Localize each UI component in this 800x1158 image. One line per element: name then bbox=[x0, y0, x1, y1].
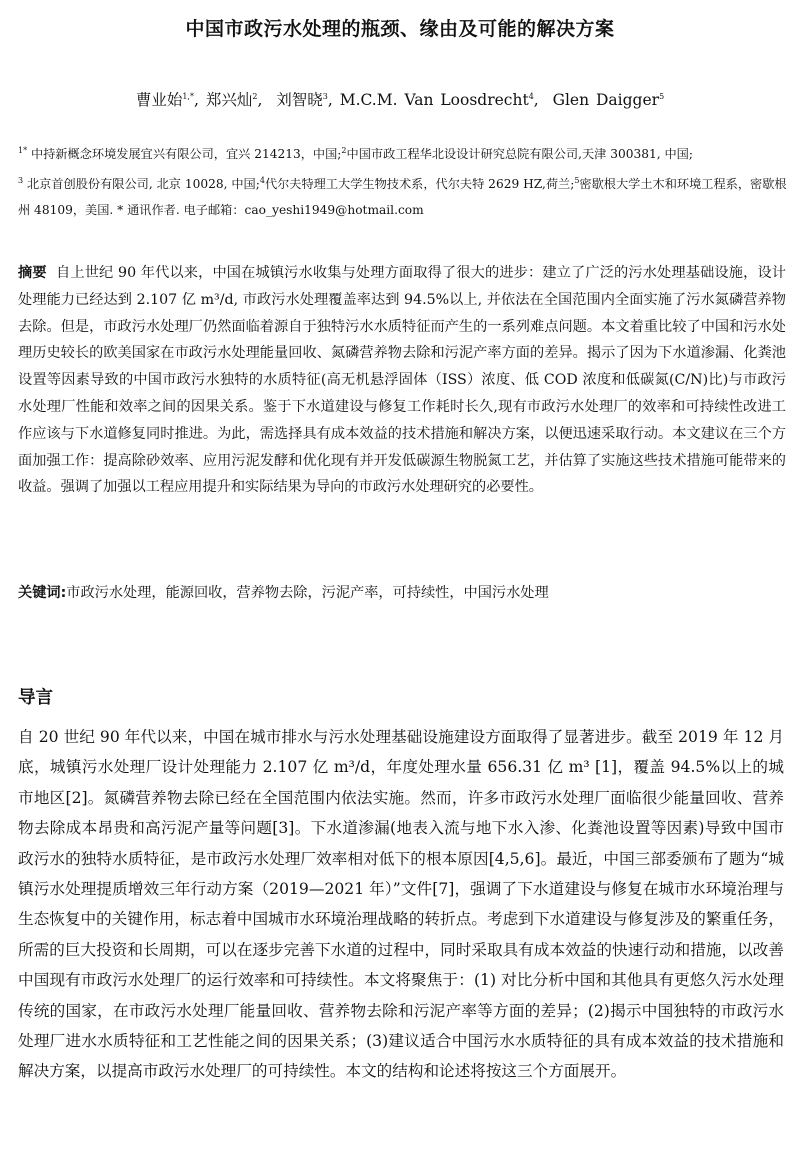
abstract-text: 自上世纪 90 年代以来，中国在城镇污水收集与处理方面取得了很大的进步：建立了广泛的污水处理基础设施，设计处理能力已经达到 2.107 亿 m³/d, 市政污水处理覆盖率达到 94.5%以上, 并依法在全国范围内全面实施了污水氮磷营养物去除。但是，市政污水处理厂仍然面临着源自于独特污水水质特征而产生的一系列难点问题。本文着重比较了中国和污水处理历史较长的欧美国家在市政污水处理能量回收、氮磷营养物去除和污泥产率方面的差异。揭示了因为下水道渗漏、化粪池设置等因素导致的中国市政污水独特的水质特征(高无机悬浮固体（ISS）浓度、低 COD 浓度和低碳氮(C/N)比)与市政污水处理厂性能和效率之间的因果关系。鉴于下水道建设与修复工作耗时长久,现有市政污水处理厂的效率和可持续性改进工作应该与下水道修复同时推进。为此，需选择具有成本效益的技术措施和解决方案，以便迅速采取行动。本文建议在三个方面加强工作：提高除砂效率、应用污泥发酵和优化现有并开发低碳源生物脱氮工艺，并估算了实施这些技术措施可能带来的收益。强调了加强以工程应用提升和实际结果为导向的市政污水处理研究的必要性。 bbox=[18, 265, 786, 496]
keywords-label: 关键词: bbox=[18, 585, 67, 601]
abstract bbox=[18, 260, 786, 501]
affiliation-text: 北京首创股份有限公司, 北京 10028, 中国; bbox=[26, 177, 260, 191]
author-mark: 2 bbox=[252, 91, 258, 101]
author-name: Glen Daigger bbox=[552, 91, 660, 109]
paper-title: 中国市政污水处理的瓶颈、缘由及可能的解决方案 bbox=[185, 18, 615, 40]
affiliation-mark: 4 bbox=[259, 175, 265, 185]
affiliation-text: 中持新概念环境发展宜兴有限公司，宜兴 214213，中国; bbox=[30, 147, 342, 161]
author-list: 曹业始$^{1,*}$, 郑兴灿$^2$, 刘智晓$^3$, M.C.M. Van Loosdrecht$^4$, Glen Daigger$^5$ bbox=[135, 91, 665, 109]
keywords bbox=[18, 580, 786, 606]
affiliation-text: 代尔夫特理工大学生物技术系，代尔夫特 2629 HZ,荷兰; bbox=[264, 177, 575, 191]
author-name: 郑兴灿 bbox=[205, 91, 253, 109]
affiliation-mark: 2 bbox=[341, 145, 347, 155]
affiliation-mark: 1* bbox=[18, 145, 28, 155]
affiliation-line bbox=[18, 171, 788, 223]
affiliation-mark: 3 bbox=[18, 175, 24, 185]
keywords-text: 市政污水处理，能源回收，营养物去除，污泥产率，可持续性，中国污水处理 bbox=[66, 585, 549, 601]
section-heading: 导言 bbox=[18, 688, 53, 708]
author-name: M.C.M. Van Loosdrecht bbox=[339, 91, 529, 109]
affiliation-text: 中国市政工程华北设设计研究总院有限公司,天津 300381, 中国; bbox=[346, 147, 693, 161]
affiliation-text: 密歇根大学土木和环境工程系，密歇根州 48109，美国. * 通讯作者. 电子邮箱：cao_yeshi1949@hotmail.com bbox=[18, 177, 787, 217]
author-mark: 1,* bbox=[182, 91, 194, 101]
author-name: 刘智晓 bbox=[276, 91, 323, 109]
author-mark: 4 bbox=[528, 91, 534, 101]
introduction-paragraph: 自 20 世纪 90 年代以来，中国在城市排水与污水处理基础设施建设方面取得了显著进步。截至 2019 年 12 月底，城镇污水处理厂设计处理能力 2.107 亿 m³/d，年度处理水量 656.31 亿 m³ [1]，覆盖 94.5%以上的城市地区[2]。氮磷营养物去除已经在全国范围内依法实施。然而，许多市政污水处理厂面临很少能量回收、营养物去除成本昂贵和高污泥产量等问题[3]。下水道渗漏(地表入流与地下水入渗、化粪池设置等因素)导致中国市政污水的独特水质特征，是市政污水处理厂效率相对低下的根本原因[4,5,6]。最近，中国三部委颁布了题为“城镇污水处理提质增效三年行动方案（2019—2021 年）”文件[7]，强调了下水道建设与修复在城市水环境治理与生态恢复中的关键作用，标志着中国城市水环境治理战略的转折点。考虑到下水道建设与修复涉及的繁重任务，所需的巨大投资和长周期，可以在逐步完善下水道的过程中，同时采取具有成本效益的快速行动和措施，以改善中国现有市政污水处理厂的运行效率和可持续性。本文将聚焦于：(1) 对比分析中国和其他具有更悠久污水处理传统的国家，在市政污水处理厂能量回收、营养物去除和污泥产率等方面的差异；(2)揭示中国独特的市政污水处理厂进水水质特征和工艺性能之间的因果关系；(3)建议适合中国污水水质特征的具有成本效益的技术措施和解决方案，以提高市政污水处理厂的可持续性。本文的结构和论述将按这三个方面展开。 bbox=[18, 728, 784, 1081]
author-name: 曹业始 bbox=[135, 91, 183, 109]
affiliation-line bbox=[18, 141, 788, 167]
author-mark: 3 bbox=[322, 91, 328, 101]
abstract-label: 摘要 bbox=[18, 265, 47, 281]
author-mark: 5 bbox=[659, 91, 665, 101]
affiliation-mark: 5 bbox=[574, 175, 580, 185]
